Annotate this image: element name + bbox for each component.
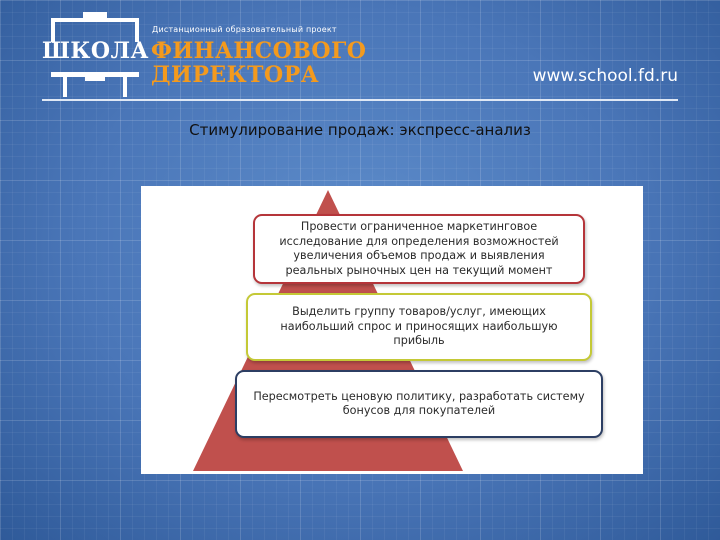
logo-word-director: ДИРЕКТОРА xyxy=(151,62,320,88)
pyramid-tier-1-text: Провести ограниченное маркетинговое исследование для определения возможностей увеличения объемов продаж и выявления реальных рыночных цен на текущий момент xyxy=(279,220,559,277)
logo-word-financial: ФИНАНСОВОГО xyxy=(151,38,367,64)
pyramid-tier-3-text: Пересмотреть ценовую политику, разработать систему бонусов для покупателей xyxy=(253,389,585,417)
site-url-link[interactable]: www.school.fd.ru xyxy=(532,66,678,86)
pyramid-tier-2-text: Выделить группу товаров/услуг, имеющих наибольший спрос и приносящих наибольшую прибыль xyxy=(280,305,558,348)
logo-word-school: ШКОЛА xyxy=(42,38,149,64)
pyramid-tier-3 xyxy=(235,370,603,438)
pyramid-diagram xyxy=(141,186,643,474)
slide-title: Стимулирование продаж: экспресс-анализ xyxy=(189,121,531,139)
pyramid-tier-1 xyxy=(253,214,585,284)
pyramid-tier-2 xyxy=(246,293,592,361)
header-divider xyxy=(42,99,678,101)
project-subtitle: Дистанционный образовательный проект xyxy=(152,25,337,34)
